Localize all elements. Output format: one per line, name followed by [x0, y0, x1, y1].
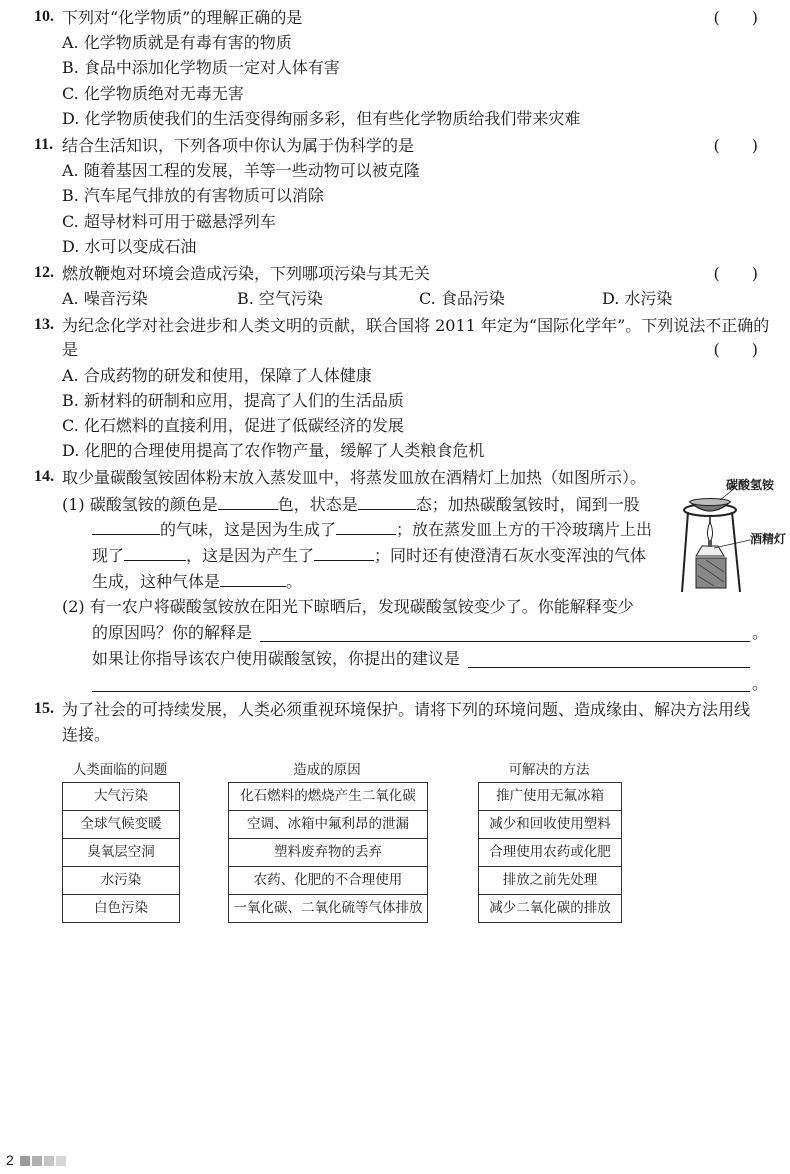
- answer-line-suggestion[interactable]: [468, 666, 750, 668]
- question-stem: 下列对“化学物质”的理解正确的是: [62, 8, 303, 27]
- solution-item[interactable]: 减少二氧化碳的排放: [489, 900, 611, 916]
- period: 。: [751, 623, 768, 642]
- answer-bracket[interactable]: ( ): [713, 340, 758, 359]
- cause-item[interactable]: 空调、冰箱中氟利昂的泄漏: [229, 811, 427, 839]
- question-stem-line-1: 为纪念化学对社会进步和人类文明的贡献，联合国将 2011 年定为“国际化学年”。下列说法不正确的: [62, 316, 770, 335]
- problem-item[interactable]: 全球气候变暖: [63, 811, 179, 839]
- question-number: 11.: [34, 136, 54, 153]
- question-stem: 结合生活知识，下列各项中你认为属于伪科学的是: [62, 136, 415, 155]
- period: 。: [751, 674, 768, 693]
- option-d: D. 水可以变成石油: [62, 237, 197, 256]
- question-number: 13.: [34, 316, 54, 333]
- solution-item[interactable]: 合理使用农药或化肥: [479, 839, 621, 867]
- solutions-box: [478, 782, 622, 923]
- answer-blank-gas[interactable]: [220, 571, 286, 587]
- option-d: D. 化肥的合理使用提高了农作物产量，缓解了人类粮食危机: [62, 441, 485, 460]
- decorative-square-icon: [20, 1156, 30, 1166]
- cause-item[interactable]: 一氧化碳、二氧化硫等气体排放: [233, 900, 423, 916]
- option-a: A. 合成药物的研发和使用，保障了人体健康: [62, 366, 372, 385]
- column-header-problems: 人类面临的问题: [72, 762, 168, 778]
- solution-item[interactable]: 推广使用无氟冰箱: [479, 783, 621, 811]
- option-c: C. 超导材料可用于磁悬浮列车: [62, 212, 276, 231]
- option-c: C. 食品污染: [419, 289, 505, 308]
- cause-item[interactable]: 化石燃料的燃烧产生二氧化碳: [229, 783, 427, 811]
- part-2-line-3: 如果让你指导该农户使用碳酸氢铵，你提出的建议是: [92, 649, 461, 668]
- option-b: B. 新材料的研制和应用，提高了人们的生活品质: [62, 391, 404, 410]
- question-stem: 燃放鞭炮对环境会造成污染，下列哪项污染与其无关: [62, 264, 431, 283]
- causes-box: [228, 782, 428, 923]
- answer-line-explanation[interactable]: [260, 640, 750, 642]
- answer-blank-product[interactable]: [336, 519, 396, 535]
- part-2-line-1: (2) 有一农户将碳酸氢铵放在阳光下晾晒后，发现碳酸氢铵变少了。你能解释变少: [62, 597, 634, 616]
- solution-item[interactable]: 排放之前先处理: [479, 867, 621, 895]
- option-a: A. 随着基因工程的发展，羊等一些动物可以被克隆: [62, 161, 420, 180]
- option-a: A. 噪音污染: [62, 289, 148, 308]
- problem-item[interactable]: 臭氧层空洞: [63, 839, 179, 867]
- decorative-square-icon: [32, 1156, 42, 1166]
- page-number: 2: [6, 1152, 14, 1168]
- figure-label-alcohol-lamp: 酒精灯: [750, 532, 787, 546]
- answer-line-suggestion-2[interactable]: [92, 690, 750, 692]
- question-number: 12.: [34, 264, 54, 281]
- cause-item[interactable]: 农药、化肥的不合理使用: [229, 867, 427, 895]
- question-stem-line-2: 是: [62, 340, 79, 359]
- part-1-line-3: 现了 ，这是因为产生了 ；同时还有使澄清石灰水变浑浊的气体: [92, 546, 647, 565]
- part-2-line-2: 的原因吗？你的解释是: [92, 623, 253, 642]
- option-c: C. 化学物质绝对无毒无害: [62, 84, 244, 103]
- apparatus-figure: [680, 472, 787, 602]
- answer-blank-state[interactable]: [358, 494, 416, 510]
- option-c: C. 化石燃料的直接利用，促进了低碳经济的发展: [62, 416, 404, 435]
- question-number: 10.: [34, 8, 54, 25]
- decorative-square-icon: [56, 1156, 66, 1166]
- answer-bracket[interactable]: ( ): [713, 8, 758, 27]
- question-stem-line-2: 连接。: [62, 725, 111, 744]
- problem-item[interactable]: 大气污染: [63, 783, 179, 811]
- column-header-causes: 造成的原因: [293, 762, 361, 778]
- answer-bracket[interactable]: ( ): [713, 136, 758, 155]
- option-b: B. 食品中添加化学物质一定对人体有害: [62, 58, 340, 77]
- part-1-line-4: 生成，这种气体是 。: [92, 572, 303, 591]
- solution-item[interactable]: 减少和回收使用塑料: [479, 811, 621, 839]
- option-a: A. 化学物质就是有毒有害的物质: [62, 33, 292, 52]
- answer-blank-smell[interactable]: [92, 519, 160, 535]
- decorative-square-icon: [44, 1156, 54, 1166]
- option-b: B. 空气污染: [237, 289, 323, 308]
- option-d: D. 水污染: [602, 289, 673, 308]
- question-stem-line-1: 为了社会的可持续发展，人类必须重视环境保护。请将下列的环境问题、造成缘由、解决方法用线: [62, 700, 751, 719]
- option-d: D. 化学物质使我们的生活变得绚丽多彩，但有些化学物质给我们带来灾难: [62, 109, 581, 128]
- question-stem: 取少量碳酸氢铵固体粉末放入蒸发皿中，将蒸发皿放在酒精灯上加热（如图所示）。: [62, 468, 647, 487]
- option-b: B. 汽车尾气排放的有害物质可以消除: [62, 186, 324, 205]
- answer-blank-substance[interactable]: [314, 545, 374, 561]
- problems-box: [62, 782, 180, 923]
- figure-label-ammonium-bicarbonate: 碳酸氢铵: [726, 478, 775, 492]
- page-footer: [6, 1152, 66, 1168]
- problem-item[interactable]: 白色污染: [94, 900, 148, 916]
- problem-item[interactable]: 水污染: [63, 867, 179, 895]
- part-1-line-2: 的气味，这是因为生成了 ；放在蒸发皿上方的干冷玻璃片上出: [92, 519, 652, 540]
- question-number: 15.: [34, 700, 54, 717]
- answer-bracket[interactable]: ( ): [713, 264, 758, 283]
- answer-blank-color[interactable]: [218, 494, 278, 510]
- cause-item[interactable]: 塑料废弃物的丢弃: [229, 839, 427, 867]
- answer-blank-phenomenon[interactable]: [124, 545, 186, 561]
- question-number: 14.: [34, 468, 54, 485]
- part-1-line-1: (1) 碳酸氢铵的颜色是 色，状态是 态；加热碳酸氢铵时，闻到一股: [62, 495, 640, 514]
- column-header-solutions: 可解决的方法: [508, 762, 590, 778]
